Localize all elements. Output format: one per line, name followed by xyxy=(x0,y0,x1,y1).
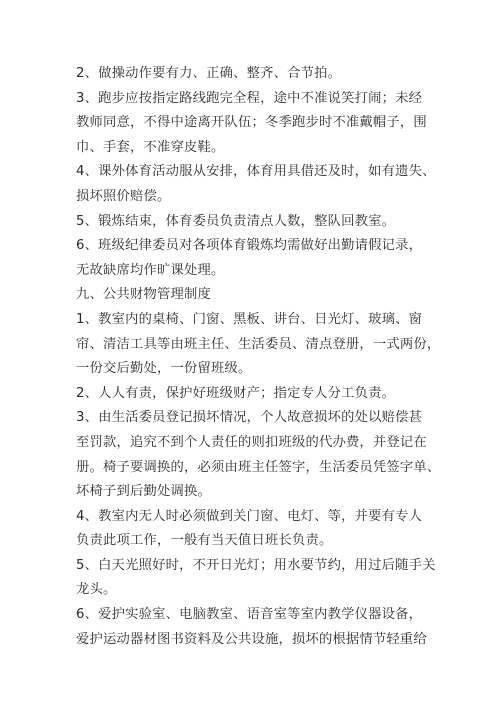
text-line: 一份交后勤处，一份留班级。 xyxy=(76,361,252,377)
paragraph-exercise-rule-5 xyxy=(76,210,436,235)
text-line: 爱护运动器材图书资料及公共设施，损坏的根据情节轻重给 xyxy=(76,631,427,647)
paragraph-exercise-rule-3 xyxy=(76,87,436,161)
text-line: 5、锻炼结束，体育委员负责清点人数，整队回教室。 xyxy=(76,213,396,229)
text-line: 龙头。 xyxy=(76,582,117,598)
paragraph-property-rule-2 xyxy=(76,382,436,407)
paragraph-property-rule-5 xyxy=(76,554,436,603)
text-line: 4、教室内无人时必须做到关门窗、电灯、等，并要有专人 xyxy=(76,508,423,524)
text-line: 5、白天光照好时，不开日光灯；用水要节约，用过后随手关 xyxy=(76,557,436,573)
text-line: 无故缺席均作旷课处理。 xyxy=(76,262,225,278)
text-line: 3、由生活委员登记损坏情况，个人故意损坏的处以赔偿甚 xyxy=(76,410,423,426)
paragraph-property-rule-3 xyxy=(76,406,441,504)
paragraph-exercise-rule-4 xyxy=(76,160,436,209)
text-line: 坏椅子到后勤处调换。 xyxy=(76,484,211,500)
text-line: 2、人人有责，保护好班级财产；指定专人分工负责。 xyxy=(76,385,396,401)
paragraph-property-rule-1 xyxy=(76,308,441,382)
paragraph-exercise-rule-6 xyxy=(76,234,436,283)
document-body xyxy=(76,62,441,652)
paragraph-exercise-rule-2 xyxy=(76,62,436,87)
text-line: 负责此项工作，一般有当天值日班长负责。 xyxy=(76,533,333,549)
text-line: 巾、手套，不准穿皮鞋。 xyxy=(76,139,225,155)
paragraph-property-rule-4 xyxy=(76,505,436,554)
section-heading-property-management xyxy=(76,283,436,308)
text-line: 帘、清洁工具等由班主任、生活委员、清点登册，一式两份， xyxy=(76,336,441,352)
text-line: 3、跑步应按指定路线跑完全程，途中不准说笑打闹；未经 xyxy=(76,90,423,106)
text-line: 1、教室内的桌椅、门窗、黑板、讲台、日光灯、玻璃、窗 xyxy=(76,311,423,327)
text-line: 册。椅子要调换的，必须由班主任签字，生活委员凭签字单、 xyxy=(76,459,441,475)
paragraph-property-rule-6 xyxy=(76,603,436,652)
text-line: 4、课外体育活动服从安排，体育用具借还及时，如有遗失、 xyxy=(76,164,436,180)
text-line: 2、做操动作要有力、正确、整齐、合节拍。 xyxy=(76,66,342,81)
text-line: 6、班级纪律委员对各项体育锻炼均需做好出勤请假记录， xyxy=(76,238,423,254)
text-line: 6、爱护实验室、电脑教室、语音室等室内教学仪器设备， xyxy=(76,607,423,623)
text-line: 至罚款，追究不到个人责任的则扣班级的代办费，并登记在 xyxy=(76,434,427,450)
text-line: 教师同意，不得中途离开队伍；冬季跑步时不准戴帽子，围 xyxy=(76,115,427,131)
text-line: 损坏照价赔偿。 xyxy=(76,188,171,204)
heading-line: 九、公共财物管理制度 xyxy=(76,287,211,303)
